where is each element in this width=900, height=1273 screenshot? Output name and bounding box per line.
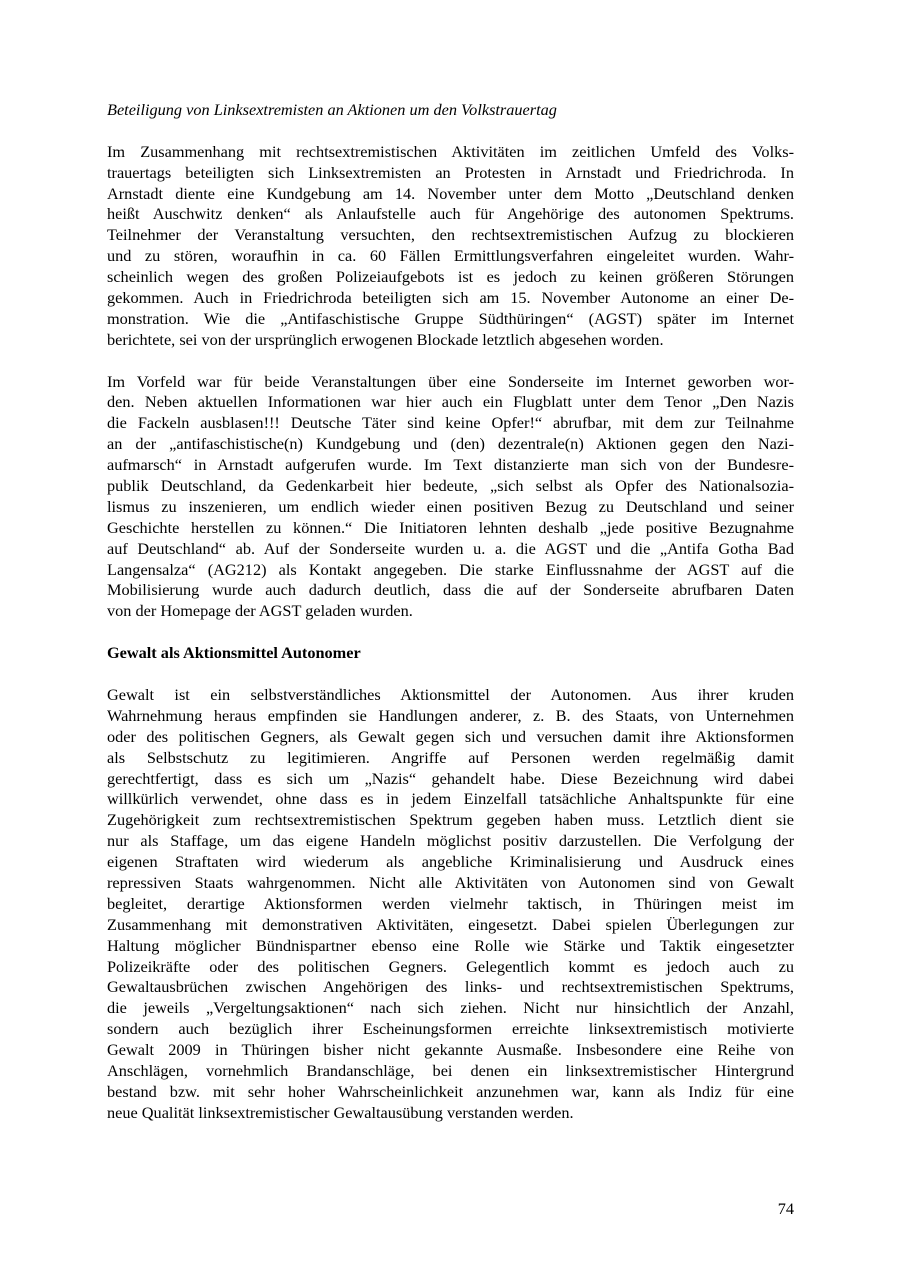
paragraph-line: Mobilisierung wurde auch dadurch deutlich, dass die auf der Sonderseite abrufbaren Daten bbox=[107, 580, 794, 600]
spacer bbox=[107, 351, 794, 372]
paragraph-line: Langensalza“ (AG212) als Kontakt angegeben. Die starke Einflussnahme der AGST auf die bbox=[107, 559, 794, 579]
paragraph-line: Zusammenhang mit demonstrativen Aktivitäten, eingesetzt. Dabei spielen Überlegungen zur bbox=[107, 914, 794, 934]
paragraph-line: publik Deutschland, da Gedenkarbeit hier bedeute, „sich selbst als Opfer des Nationalsozia- bbox=[107, 476, 794, 496]
section-heading-gewalt: Gewalt als Aktionsmittel Autonomer bbox=[107, 643, 361, 663]
document-page bbox=[107, 100, 794, 1124]
paragraph-line: die jeweils „Vergeltungsaktionen“ nach sich ziehen. Nicht nur hinsichtlich der Anzahl, bbox=[107, 998, 794, 1018]
paragraph-line: scheinlich wegen des großen Polizeiaufgebots ist es jedoch zu keinen größeren Störungen bbox=[107, 267, 794, 287]
paragraph-sonderseite bbox=[107, 372, 794, 623]
paragraph-line: Gewalt 2009 in Thüringen bisher nicht gekannte Ausmaße. Insbesondere eine Reihe von bbox=[107, 1040, 794, 1060]
paragraph-line: Im Vorfeld war für beide Veranstaltungen über eine Sonderseite im Internet geworben wor- bbox=[107, 371, 794, 391]
paragraph-line: Teilnehmer der Veranstaltung versuchten, den rechtsextremistischen Aufzug zu blockieren bbox=[107, 225, 794, 245]
paragraph-line: bestand bzw. mit sehr hoher Wahrscheinlichkeit anzunehmen war, kann als Indiz für eine bbox=[107, 1081, 794, 1101]
paragraph-line: heißt Auschwitz denken“ als Anlaufstelle auch für Angehörige des autonomen Spektrums. bbox=[107, 204, 794, 224]
paragraph-line: gerechtfertigt, dass es sich um „Nazis“ gehandelt habe. Diese Bezeichnung wird dabei bbox=[107, 768, 794, 788]
paragraph-line: an der „antifaschistische(n) Kundgebung und (den) dezentrale(n) Aktionen gegen den Nazi- bbox=[107, 434, 794, 454]
paragraph-line: als Selbstschutz zu legitimieren. Angriffe auf Personen werden regelmäßig damit bbox=[107, 747, 794, 767]
page-number: 74 bbox=[777, 1199, 794, 1218]
paragraph-line: Geschichte herstellen zu können.“ Die Initiatoren lehnten deshalb „jede positive Bezugnahme bbox=[107, 517, 794, 537]
paragraph-line: Haltung möglicher Bündnispartner ebenso eine Rolle wie Stärke und Taktik eingesetzter bbox=[107, 935, 794, 955]
paragraph-line: gekommen. Auch in Friedrichroda beteiligten sich am 15. November Autonome an einer De- bbox=[107, 288, 794, 308]
paragraph-line: Zugehörigkeit zum rechtsextremistischen Spektrum gegeben haben muss. Letztlich dient sie bbox=[107, 810, 794, 830]
spacer bbox=[107, 622, 794, 643]
paragraph-line: den. Neben aktuellen Informationen war hier auch ein Flugblatt unter dem Tenor „Den Nazis bbox=[107, 392, 794, 412]
spacer bbox=[107, 121, 794, 142]
paragraph-line: Anschlägen, vornehmlich Brandanschläge, bei denen ein linksextremistischer Hintergrund bbox=[107, 1060, 794, 1080]
paragraph-line: die Fackeln ausblasen!!! Deutsche Täter sind keine Opfer!“ abrufbar, mit dem zur Teilnahme bbox=[107, 413, 794, 433]
paragraph-line: repressiven Staats wahrgenommen. Nicht alle Aktivitäten von Autonomen sind von Gewalt bbox=[107, 872, 794, 892]
paragraph-line: Arnstadt diente eine Kundgebung am 14. November unter dem Motto „Deutschland denken bbox=[107, 183, 794, 203]
paragraph-line: auf Deutschland“ ab. Auf der Sonderseite wurden u. a. die AGST und die „Antifa Gotha Bad bbox=[107, 538, 794, 558]
paragraph-line: Polizeikräfte oder des politischen Gegners. Gelegentlich kommt es jedoch auch zu bbox=[107, 956, 794, 976]
paragraph-line: willkürlich verwendet, ohne dass es in jedem Einzelfall tatsächliche Anhaltspunkte für eine bbox=[107, 789, 794, 809]
paragraph-line: von der Homepage der AGST geladen wurden. bbox=[107, 601, 413, 621]
paragraph-line: Gewaltausbrüchen zwischen Angehörigen des links- und rechtsextremistischen Spektrums, bbox=[107, 977, 794, 997]
paragraph-line: aufmarsch“ in Arnstadt aufgerufen wurde. Im Text distanzierte man sich von der Bundesre- bbox=[107, 455, 794, 475]
paragraph-line: und zu stören, woraufhin in ca. 60 Fällen Ermittlungsverfahren eingeleitet wurden. Wahr- bbox=[107, 246, 794, 266]
paragraph-line: Gewalt ist ein selbstverständliches Aktionsmittel der Autonomen. Aus ihrer kruden bbox=[107, 684, 794, 704]
paragraph-line: begleitet, derartige Aktionsformen werden vielmehr taktisch, in Thüringen meist im bbox=[107, 893, 794, 913]
paragraph-arnstadt-friedrichroda bbox=[107, 142, 794, 351]
paragraph-line: lismus zu inszenieren, um endlich wieder einen positiven Bezug zu Deutschland und seiner bbox=[107, 496, 794, 516]
paragraph-gewalt-autonome bbox=[107, 685, 794, 1124]
paragraph-line: oder des politischen Gegners, als Gewalt gegen sich und versuchen damit ihre Aktionsformen bbox=[107, 726, 794, 746]
paragraph-line: Im Zusammenhang mit rechtsextremistischen Aktivitäten im zeitlichen Umfeld des Volks- bbox=[107, 141, 794, 161]
paragraph-line: nur als Staffage, um das eigene Handeln möglichst positiv darzustellen. Die Verfolgung der bbox=[107, 831, 794, 851]
paragraph-line: trauertags beteiligten sich Linksextremisten an Protesten in Arnstadt und Friedrichroda. In bbox=[107, 162, 794, 182]
section-heading-volkstrauertag: Beteiligung von Linksextremisten an Aktionen um den Volkstrauertag bbox=[107, 100, 557, 119]
paragraph-line: eigenen Straftaten wird wiederum als angebliche Kriminalisierung und Ausdruck eines bbox=[107, 852, 794, 872]
spacer bbox=[107, 664, 794, 685]
paragraph-line: Wahrnehmung heraus empfinden sie Handlungen anderer, z. B. des Staats, von Unternehmen bbox=[107, 705, 794, 725]
paragraph-line: berichtete, sei von der ursprünglich erwogenen Blockade letztlich abgesehen worden. bbox=[107, 329, 664, 349]
paragraph-line: monstration. Wie die „Antifaschistische Gruppe Südthüringen“ (AGST) später im Internet bbox=[107, 308, 794, 328]
paragraph-line: sondern auch bezüglich ihrer Escheinungsformen erreichte linksextremistisch motivierte bbox=[107, 1019, 794, 1039]
paragraph-line: neue Qualität linksextremistischer Gewaltausübung verstanden werden. bbox=[107, 1102, 574, 1122]
